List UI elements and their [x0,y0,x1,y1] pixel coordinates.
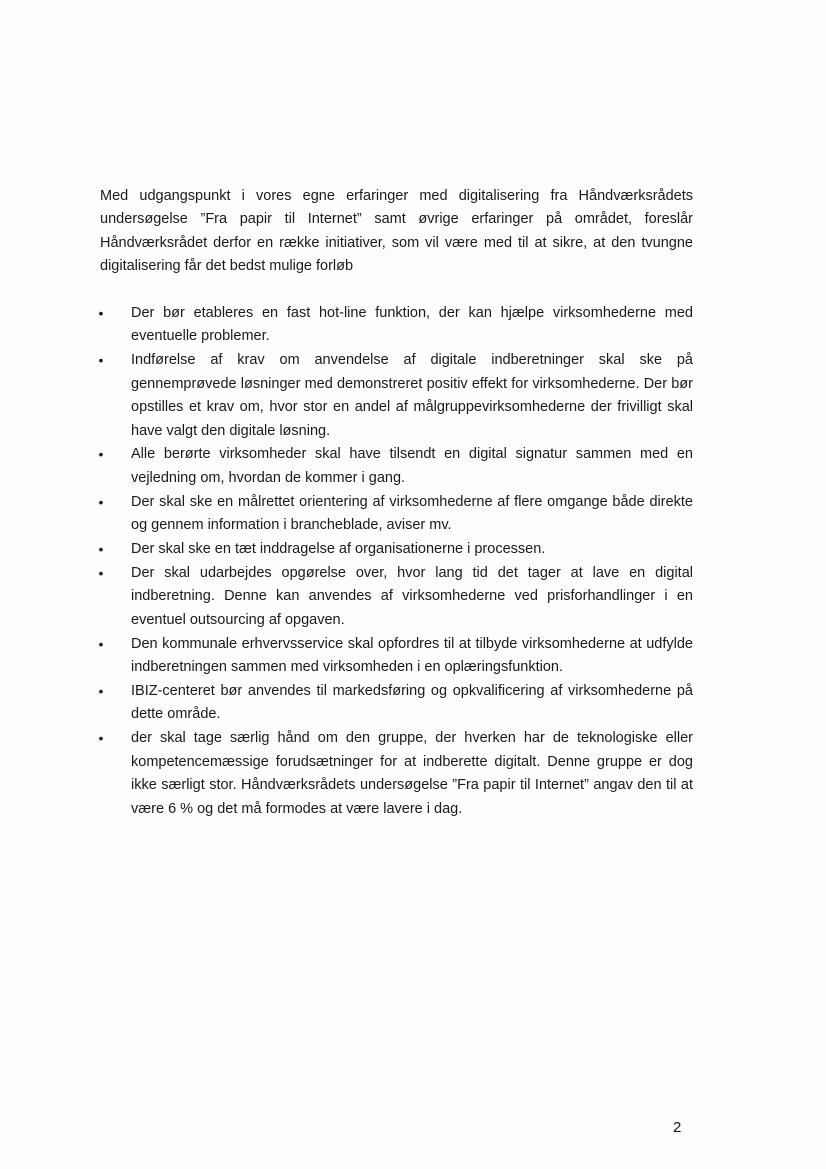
bullet-icon: • [98,564,104,581]
list-item [96,633,693,680]
list-item [96,680,693,727]
bullet-icon: • [98,635,104,652]
list-item [96,562,693,632]
bullet-icon: • [98,730,104,747]
bullet-icon: • [98,683,104,699]
list-item-text: Den kommunale erhvervsservice skal opfordres til at tilbyde virksomhederne at udfylde indberetningen sammen med virksomheden i en oplæringsfunktion. [131,635,693,676]
list-item-text: Der skal ske en målrettet orientering af virksomhederne af flere omgange både direkte og gennem information i brancheblade, aviser mv. [131,493,693,534]
list-item-text: Der skal ske en tæt inddragelse af organisationerne i processen. [131,541,546,558]
bullet-icon: • [98,493,104,510]
list-item [96,727,693,821]
list-item-text: Der bør etableres en fast hot-line funktion, der kan hjælpe virksomhederne med eventuelle problemer. [131,305,693,345]
list-item-text: Indførelse af krav om anvendelse af digitale indberetninger skal ske på gennemprøvede løsninger med demonstreret positiv effekt for virksomhederne. Der bør opstilles et krav om, hvor stor en andel af målgruppevirksomhederne der frivilligt skal have valgt den digitale løsning. [131,352,693,439]
list-item [96,491,693,538]
list-item-text: IBIZ-centeret bør anvendes til markedsføring og opkvalificering af virksomhederne på dette område. [131,683,693,723]
initiatives-list [96,302,693,821]
list-item-text: Der skal udarbejdes opgørelse over, hvor lang tid det tager at lave en digital indberetning. Denne kan anvendes af virksomhederne ved prisforhandlinger i en eventuel outsourcing af opgaven. [131,564,693,628]
list-item [96,349,693,443]
bullet-icon: • [98,446,104,463]
list-item-text: der skal tage særlig hånd om den gruppe, der hverken har de teknologiske eller kompetencemæssige forudsætninger for at indberette digitalt. Denne gruppe er dog ikke særligt stor. Håndværksrådets undersøgelse ”Fra papir til Internet” angav den til at være 6 % og det må formodes at være lavere i dag. [131,730,693,817]
bullet-icon: • [98,352,104,369]
list-item [96,302,693,349]
list-item [96,538,693,561]
bullet-icon: • [98,541,104,558]
list-item-text: Alle berørte virksomheder skal have tilsendt en digital signatur sammen med en vejledning om, hvordan de kommer i gang. [131,446,693,486]
bullet-icon: • [98,305,104,321]
page-number: 2 [673,1119,682,1136]
intro-paragraph: Med udgangspunkt i vores egne erfaringer med digitalisering fra Håndværksrådets undersøgelse ”Fra papir til Internet” samt øvrige erfaringer på området, foreslår Håndværksrådet derfor en række initiativer, som vil være med til at sikre, at den tvungne digitalisering får det bedst mulige forløb [100,188,693,274]
list-item [96,443,693,490]
